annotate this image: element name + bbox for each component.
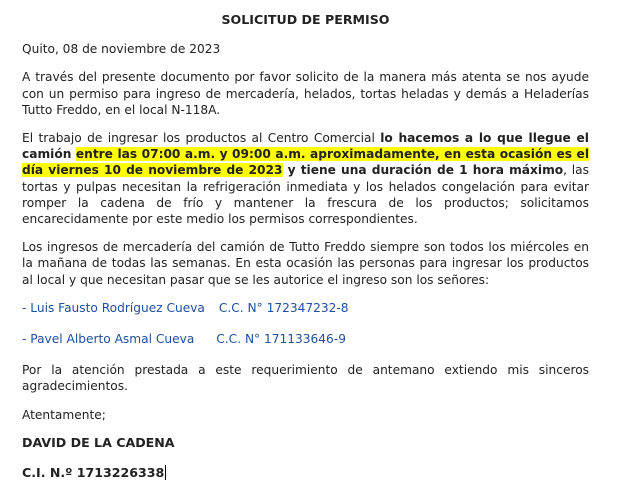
person-name: - Luis Fausto Rodríguez Cueva xyxy=(22,300,205,315)
schedule-text-intro: El trabajo de ingresar los productos al Centro Comercial xyxy=(22,131,381,146)
signer-id-line[interactable] xyxy=(22,465,589,481)
date-line: Quito, 08 de noviembre de 2023 xyxy=(22,42,221,57)
person-id: C.C. N° 172347232-8 xyxy=(218,300,349,315)
paragraph-request: A través del presente documento por favor solicito de la manera más atenta se nos ayude con un permiso para ingreso de mercadería, helados, tortas heladas y demás a Heladerías Tutto Freddo, en el local N-118A. xyxy=(22,70,589,117)
schedule-text-highlight: entre las 07:00 a.m. y 09:00 a.m. aproximadamente, en esta ocasión es el día viernes 10 de noviembre de 2023 xyxy=(22,147,589,178)
person-id: C.C. N° 171133646-9 xyxy=(216,332,346,347)
paragraph-schedule xyxy=(22,130,589,227)
paragraph-deliveries: Los ingresos de mercadería del camión de Tutto Freddo siempre son todos los miércoles en la mañana de todas las semanas. En esta ocasión las personas para ingresar los productos al local y que necesitan pasar que se les autorice el ingreso son los señores: xyxy=(22,240,589,287)
schedule-text-bold-duration: y tiene una duración de 1 hora máximo xyxy=(282,163,564,178)
schedule-text-bold-truck: lo hacemos a lo que llegue el camión xyxy=(22,131,589,162)
person-list-item xyxy=(22,331,589,347)
paragraph-thanks: Por la atención prestada a este requerimiento de antemano extiendo mis sinceros agradecimientos. xyxy=(22,363,589,394)
schedule-text-rest: , las tortas y pulpas necesitan la refrigeración inmediata y los helados congelación para evitar romper la cadena de frío y mantener la frescura de los productos; solicitamos encarecidamente por este medio los permisos correspondientes. xyxy=(22,163,589,227)
text-cursor xyxy=(165,465,166,480)
closing-line: Atentamente; xyxy=(22,407,106,422)
document-title: SOLICITUD DE PERMISO xyxy=(221,12,390,27)
signer-name: DAVID DE LA CADENA xyxy=(22,434,175,450)
signer-id: C.I. N.º 1713226338 xyxy=(22,465,165,481)
document-page xyxy=(22,12,589,495)
person-list-item xyxy=(22,300,589,316)
person-name: - Pavel Alberto Asmal Cueva xyxy=(22,332,195,347)
